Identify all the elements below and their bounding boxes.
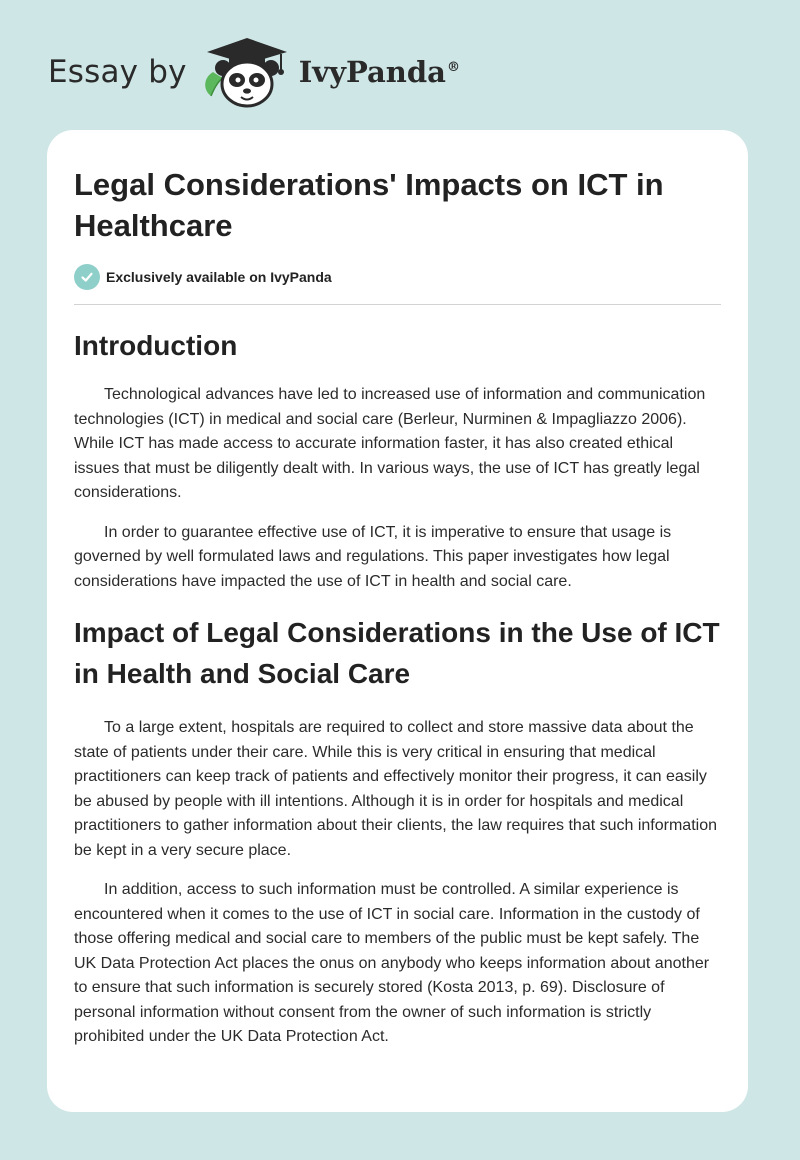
- paragraph: In order to guarantee effective use of ICT, it is imperative to ensure that usage is governed by well formulated laws and regulations. This paper investigates how legal considerations have impacted the use of ICT in health and social care.: [74, 523, 672, 590]
- section-heading-impact: Impact of Legal Considerations in the Use of ICT in Health and Social Care: [74, 617, 720, 689]
- exclusive-badge-label: Exclusively available on IvyPanda: [106, 269, 332, 285]
- check-circle-icon: [74, 264, 100, 290]
- registered-mark: ®: [446, 60, 460, 76]
- paragraph: To a large extent, hospitals are required to collect and store massive data about the state of patients under their care. While this is very critical in ensuring that medical practitioners can keep track of patients and effectively monitor their progress, it can easily be abused by people with ill intentions. Although it is in order for hospitals and medical practitioners to gather information about their clients, the law requires that such information be kept in a very secure place.: [74, 719, 717, 859]
- title-divider: [74, 304, 721, 305]
- essay-card: [47, 130, 748, 1112]
- panda-graduate-logo-icon: [201, 34, 293, 110]
- paragraph: In addition, access to such information must be controlled. A similar experience is encountered when it comes to the use of ICT in social care. Information in the custody of those offering medical and social care to members of the public must be kept safely. The UK Data Protection Act places the onus on anybody who keeps information about another to ensure that such information is securely stored (Kosta 2013, p. 69). Disclosure of personal information without consent from the owner of such information is strictly prohibited under the UK Data Protection Act.: [74, 881, 710, 1045]
- page-title: Legal Considerations' Impacts on ICT in Healthcare: [74, 167, 664, 243]
- exclusive-badge: [74, 264, 721, 290]
- essay-by-label: Essay by: [48, 54, 187, 90]
- paragraph: Technological advances have led to increased use of information and communication technologies (ICT) in medical and social care (Berleur, Nurminen & Impagliazzo 2006). While ICT has made access to accurate information faster, it has also created ethical issues that must be diligently dealt with. In various ways, the use of ICT has greatly legal considerations.: [74, 386, 706, 501]
- section-heading-introduction: Introduction: [74, 330, 238, 361]
- brand-header[interactable]: [48, 34, 460, 110]
- brand-name: IvyPanda®: [298, 55, 460, 89]
